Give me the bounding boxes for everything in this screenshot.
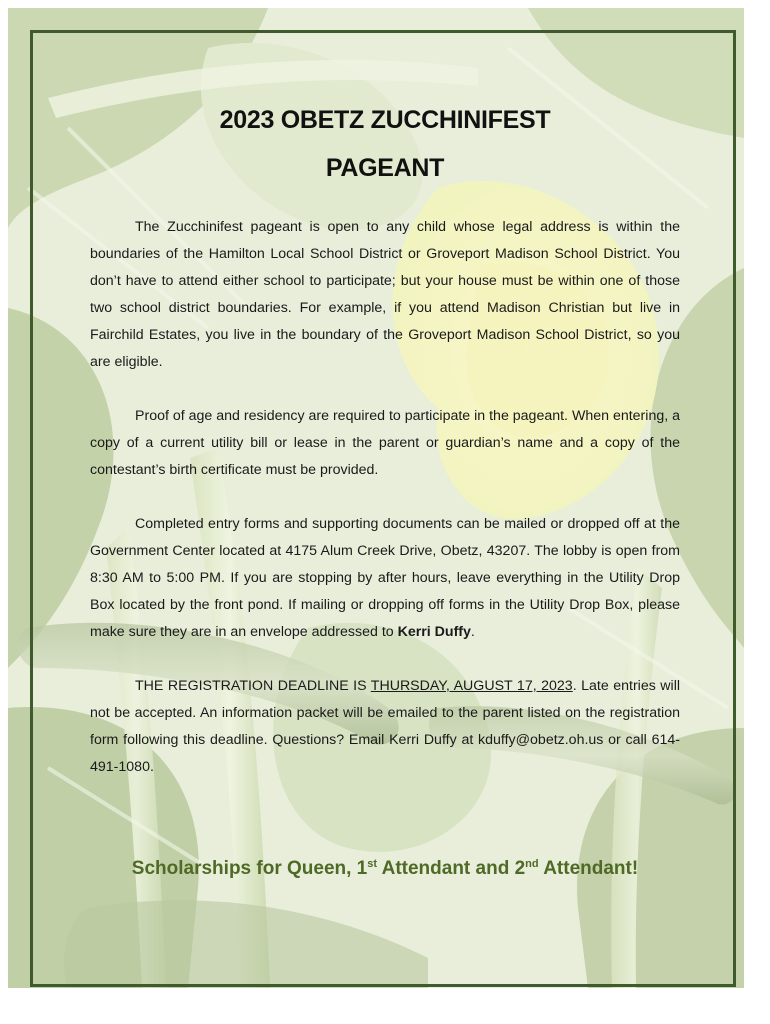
contact-name: Kerri Duffy xyxy=(397,624,471,640)
scholarship-text-c: Attendant! xyxy=(538,858,639,879)
submission-paragraph xyxy=(90,511,680,646)
eligibility-paragraph: The Zucchinifest pageant is open to any child whose legal address is within the boundaries of the Hamilton Local School District or Groveport Madison School District. You don’t have to attend either school to participate; but your house must be within one of those two school district boundaries. For example, if you attend Madison Christian but live in Fairchild Estates, you live in the boundary of the Groveport Madison School District, so you are eligible. xyxy=(90,219,680,370)
body-text xyxy=(90,214,680,781)
scholarship-text-a: Scholarships for Queen, 1 xyxy=(131,858,368,879)
title-line-2: PAGEANT xyxy=(325,154,445,182)
scholarship-banner xyxy=(90,858,680,880)
deadline-paragraph xyxy=(90,673,680,781)
scholarship-text-b: Attendant and 2 xyxy=(377,858,526,879)
scholarship-sup-1: st xyxy=(367,858,378,870)
page-title xyxy=(90,96,680,192)
deadline-rest: . Late entries will not be accepted. An information packet will be emailed to the parent listed on the registration form following this deadline. Questions? Email Kerri Duffy at kduffy@obetz.oh.us or call 614-491-1080. xyxy=(90,678,680,775)
submission-text: Completed entry forms and supporting documents can be mailed or dropped off at the Government Center located at 4175 Alum Creek Drive, Obetz, 43207. The lobby is open from 8:30 AM to 5:00 PM. If you are stopping by after hours, leave everything in the Utility Drop Box located by the front pond. If mailing or dropping off forms in the Utility Drop Box, please make sure they are in an envelope addressed to xyxy=(90,516,680,640)
deadline-lead: THE REGISTRATION DEADLINE IS xyxy=(135,678,371,694)
flyer-content xyxy=(90,96,680,808)
submission-end: . xyxy=(470,624,475,640)
title-line-1: 2023 OBETZ ZUCCHINIFEST xyxy=(219,106,551,134)
scholarship-sup-2: nd xyxy=(525,858,539,870)
deadline-date: THURSDAY, AUGUST 17, 2023 xyxy=(370,678,573,694)
proof-paragraph: Proof of age and residency are required to participate in the pageant. When entering, a copy of a current utility bill or lease in the parent or guardian’s name and a copy of the contestant’s birth certificate must be provided. xyxy=(90,408,680,478)
